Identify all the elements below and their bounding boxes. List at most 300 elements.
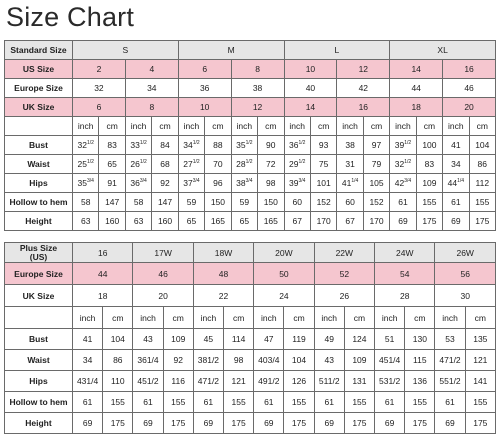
us-size-value: 16 [443, 60, 496, 79]
measure-value [231, 212, 257, 231]
measure-value [284, 193, 310, 212]
value-main: 152 [369, 197, 384, 207]
value-main: 59 [239, 197, 250, 207]
measure-value: 130 [405, 329, 435, 350]
measure-value: 175 [224, 413, 254, 434]
measure-value [231, 193, 257, 212]
unit-inch: inch [231, 117, 257, 136]
measure-value [99, 136, 125, 155]
value-main: 42 [394, 178, 405, 188]
measure-label: Height [5, 212, 73, 231]
measure-value: 155 [405, 392, 435, 413]
value-main: 38 [236, 178, 246, 188]
measure-value: 61 [314, 392, 344, 413]
unit-inch: inch [435, 307, 465, 329]
value-fraction: 1/2 [404, 159, 412, 166]
measure-label: Waist [5, 155, 73, 174]
measure-value [258, 136, 284, 155]
measure-value [231, 174, 257, 193]
unit-inch: inch [314, 307, 344, 329]
value-main: 84 [160, 140, 170, 150]
value-main: 34 [183, 140, 193, 150]
unit-cm: cm [205, 117, 231, 136]
value-main: 60 [292, 197, 302, 207]
measure-value: 115 [405, 350, 435, 371]
measure-value: 403/4 [254, 350, 284, 371]
measure-value [337, 212, 363, 231]
uk-size-row [5, 98, 496, 117]
value-main: 147 [105, 197, 120, 207]
value-main: 65 [186, 216, 197, 226]
measure-value [284, 212, 310, 231]
measure-value: 86 [103, 350, 133, 371]
unit-cm: cm [99, 117, 125, 136]
measure-row [5, 413, 496, 434]
value-main: 39 [394, 140, 405, 150]
measure-value [258, 212, 284, 231]
value-main: 63 [80, 216, 91, 226]
value-main: 75 [318, 159, 329, 169]
measure-value: 51 [375, 329, 405, 350]
value-main: 60 [345, 197, 355, 207]
measure-value [205, 136, 231, 155]
measure-value [258, 174, 284, 193]
unit-inch: inch [337, 117, 363, 136]
value-main: 63 [133, 216, 144, 226]
value-main: 105 [369, 178, 384, 188]
plus-size-label-line1: Plus Size [19, 242, 58, 253]
europe-size-value: 54 [375, 263, 435, 285]
unit-cm: cm [152, 117, 178, 136]
value-main: 109 [422, 178, 437, 188]
value-main: 175 [422, 216, 437, 226]
measure-value: 98 [224, 350, 254, 371]
measure-value: 92 [163, 350, 193, 371]
value-main: 72 [266, 159, 276, 169]
measure-value [258, 193, 284, 212]
europe-size-value: 46 [133, 263, 193, 285]
measure-value [469, 174, 495, 193]
measure-value [363, 193, 389, 212]
measure-label: Waist [5, 350, 73, 371]
measure-value: 45 [193, 329, 223, 350]
measure-row [5, 193, 496, 212]
measure-value: 175 [163, 413, 193, 434]
value-main: 31 [345, 159, 355, 169]
value-main: 152 [316, 197, 331, 207]
value-main: 104 [475, 140, 490, 150]
uk-size-value: 18 [73, 285, 133, 307]
unit-cm: cm [284, 307, 314, 329]
uk-size-value: 20 [133, 285, 193, 307]
us-size-value: 6 [178, 60, 231, 79]
plus-size-row [5, 243, 496, 263]
unit-cm: cm [465, 307, 495, 329]
uk-size-value: 28 [375, 285, 435, 307]
measure-value [390, 212, 416, 231]
measure-value: 175 [284, 413, 314, 434]
measure-value [178, 174, 204, 193]
value-main: 38 [345, 140, 355, 150]
standard-size-row [5, 41, 496, 60]
unit-cm: cm [103, 307, 133, 329]
measure-value [99, 193, 125, 212]
measure-value: 155 [284, 392, 314, 413]
europe-size-value: 38 [231, 79, 284, 98]
measure-value: 511/2 [314, 371, 344, 392]
measure-value [443, 136, 469, 155]
value-main: 90 [266, 140, 276, 150]
measure-value [469, 155, 495, 174]
measure-value: 155 [163, 392, 193, 413]
measure-value: 61 [133, 392, 163, 413]
europe-size-label: Europe Size [5, 263, 73, 285]
uk-size-value: 12 [231, 98, 284, 117]
measure-value [205, 155, 231, 174]
value-main: 39 [289, 178, 299, 188]
measure-value [284, 174, 310, 193]
unit-cm: cm [469, 117, 495, 136]
value-fraction: 1/2 [192, 159, 200, 166]
unit-inch: inch [73, 307, 103, 329]
measure-value [310, 174, 336, 193]
measure-value: 451/2 [133, 371, 163, 392]
value-main: 147 [157, 197, 173, 207]
measure-value: 43 [133, 329, 163, 350]
measure-value [99, 212, 125, 231]
unit-cm: cm [416, 117, 442, 136]
value-main: 170 [369, 216, 384, 226]
value-main: 93 [318, 140, 329, 150]
measure-value [416, 193, 442, 212]
plus-size-value: 22W [314, 243, 374, 263]
value-main: 25 [77, 159, 87, 169]
value-main: 160 [105, 216, 120, 226]
measure-value: 49 [314, 329, 344, 350]
measure-value: 126 [284, 371, 314, 392]
measure-value [231, 136, 257, 155]
measure-value [469, 193, 495, 212]
measure-value: 69 [133, 413, 163, 434]
measure-value: 43 [314, 350, 344, 371]
measure-value [178, 155, 204, 174]
value-fraction: 1/2 [139, 159, 147, 166]
uk-size-value: 22 [193, 285, 253, 307]
measure-value: 47 [254, 329, 284, 350]
europe-size-value: 44 [390, 79, 443, 98]
standard-size-label: Standard Size [5, 41, 73, 60]
measure-value [152, 174, 178, 193]
value-main: 61 [398, 197, 408, 207]
measure-value: 155 [344, 392, 374, 413]
value-main: 67 [292, 216, 302, 226]
measure-value: 141 [465, 371, 495, 392]
uk-size-value: 20 [443, 98, 496, 117]
measure-value [363, 174, 389, 193]
measure-value [73, 155, 99, 174]
measure-value [416, 212, 442, 231]
us-size-value: 12 [337, 60, 390, 79]
unit-cm: cm [405, 307, 435, 329]
value-fraction: 1/2 [139, 140, 147, 147]
value-fraction: 3/4 [245, 178, 253, 185]
measure-value [125, 212, 151, 231]
europe-size-row [5, 79, 496, 98]
measure-value [416, 136, 442, 155]
units-blank [5, 307, 73, 329]
measure-value: 69 [254, 413, 284, 434]
value-fraction: 3/4 [404, 178, 412, 185]
value-main: 96 [213, 178, 223, 188]
unit-inch: inch [375, 307, 405, 329]
measure-value [284, 155, 310, 174]
measure-value [178, 193, 204, 212]
measure-value: 69 [435, 413, 465, 434]
measure-value [310, 155, 336, 174]
value-main: 58 [133, 197, 144, 207]
measure-row [5, 350, 496, 371]
value-fraction: 1/2 [86, 159, 94, 166]
uk-size-value: 16 [337, 98, 390, 117]
measure-value [125, 174, 151, 193]
measure-label: Bust [5, 329, 73, 350]
uk-size-value: 30 [435, 285, 496, 307]
value-main: 61 [451, 197, 461, 207]
measure-value [310, 193, 336, 212]
measure-value: 69 [73, 413, 103, 434]
measure-value: 69 [375, 413, 405, 434]
measure-value [337, 155, 363, 174]
plus-size-value: 26W [435, 243, 496, 263]
units-row [5, 117, 496, 136]
uk-size-value: 26 [314, 285, 374, 307]
value-main: 69 [398, 216, 408, 226]
value-fraction: 1/2 [245, 159, 253, 166]
measure-value [390, 174, 416, 193]
uk-size-value: 14 [284, 98, 337, 117]
europe-size-value: 36 [178, 79, 231, 98]
europe-size-value: 50 [254, 263, 314, 285]
measure-value: 381/2 [193, 350, 223, 371]
measure-value: 41 [73, 329, 103, 350]
europe-size-value: 44 [73, 263, 133, 285]
value-main: 36 [289, 140, 299, 150]
value-main: 86 [477, 159, 488, 169]
value-fraction: 1/2 [86, 140, 94, 147]
value-main: 41 [341, 178, 352, 188]
measure-value [231, 155, 257, 174]
measure-value [469, 136, 495, 155]
value-main: 100 [422, 140, 437, 150]
value-fraction: 1/2 [298, 159, 306, 166]
measure-value [73, 212, 99, 231]
measure-value: 451/4 [375, 350, 405, 371]
measure-value: 175 [465, 413, 495, 434]
value-main: 32 [394, 159, 405, 169]
uk-size-value: 10 [178, 98, 231, 117]
value-main: 36 [130, 178, 140, 188]
measure-value: 53 [435, 329, 465, 350]
measure-value [337, 174, 363, 193]
measure-value [73, 174, 99, 193]
value-main: 175 [475, 216, 490, 226]
units-blank [5, 117, 73, 136]
europe-size-value: 48 [193, 263, 253, 285]
uk-size-label: UK Size [5, 98, 73, 117]
europe-size-label: Europe Size [5, 79, 73, 98]
measure-value [99, 155, 125, 174]
measure-value: 136 [405, 371, 435, 392]
measure-value [363, 155, 389, 174]
us-size-value: 10 [284, 60, 337, 79]
value-fraction: 1/4 [457, 178, 465, 185]
unit-inch: inch [193, 307, 223, 329]
measure-value [443, 155, 469, 174]
measure-value [416, 155, 442, 174]
measure-value: 61 [375, 392, 405, 413]
measure-value [443, 193, 469, 212]
measure-value [73, 136, 99, 155]
value-main: 165 [263, 216, 278, 226]
plus-size-value: 18W [193, 243, 253, 263]
measure-value [310, 136, 336, 155]
measure-label: Hollow to hem [5, 193, 73, 212]
measure-value: 116 [163, 371, 193, 392]
unit-inch: inch [125, 117, 151, 136]
plus-size-value: 20W [254, 243, 314, 263]
value-fraction: 1/2 [192, 140, 200, 147]
measure-value [258, 155, 284, 174]
measure-label: Hips [5, 371, 73, 392]
measure-row [5, 329, 496, 350]
measure-value: 119 [284, 329, 314, 350]
unit-inch: inch [133, 307, 163, 329]
measure-value [390, 193, 416, 212]
measure-value: 175 [405, 413, 435, 434]
size-chart-plus [4, 242, 496, 434]
europe-size-value: 46 [443, 79, 496, 98]
measure-value: 104 [103, 329, 133, 350]
europe-size-value: 42 [337, 79, 390, 98]
value-fraction: 3/4 [298, 178, 306, 185]
measure-value: 61 [435, 392, 465, 413]
plus-size-label [5, 243, 73, 263]
measure-value [152, 136, 178, 155]
measure-value: 431/4 [73, 371, 103, 392]
measure-value: 69 [193, 413, 223, 434]
value-fraction: 1/2 [298, 140, 306, 147]
us-size-label: US Size [5, 60, 73, 79]
value-main: 150 [210, 197, 225, 207]
measure-value: 155 [465, 392, 495, 413]
value-main: 41 [451, 140, 461, 150]
measure-value: 175 [103, 413, 133, 434]
value-fraction: 1/2 [245, 140, 253, 147]
value-main: 35 [77, 178, 87, 188]
unit-inch: inch [284, 117, 310, 136]
value-main: 83 [424, 159, 435, 169]
value-main: 58 [80, 197, 91, 207]
measure-value: 361/4 [133, 350, 163, 371]
plus-size-value: 17W [133, 243, 193, 263]
measure-value [390, 136, 416, 155]
unit-cm: cm [363, 117, 389, 136]
value-main: 59 [186, 197, 197, 207]
value-main: 88 [213, 140, 223, 150]
us-size-value: 14 [390, 60, 443, 79]
measure-value [152, 193, 178, 212]
measure-value [125, 193, 151, 212]
unit-inch: inch [178, 117, 204, 136]
value-main: 34 [451, 159, 461, 169]
europe-size-value: 34 [125, 79, 178, 98]
measure-value [205, 174, 231, 193]
standard-size-value: L [284, 41, 390, 60]
us-size-value: 8 [231, 60, 284, 79]
measure-value: 121 [465, 350, 495, 371]
measure-label: Height [5, 413, 73, 434]
measure-value [363, 212, 389, 231]
value-main: 27 [183, 159, 193, 169]
units-row [5, 307, 496, 329]
measure-value: 34 [73, 350, 103, 371]
measure-row [5, 136, 496, 155]
value-main: 32 [77, 140, 87, 150]
value-main: 29 [289, 159, 299, 169]
unit-inch: inch [390, 117, 416, 136]
measure-value: 61 [193, 392, 223, 413]
measure-value: 471/2 [193, 371, 223, 392]
value-main: 92 [160, 178, 170, 188]
measure-value: 175 [344, 413, 374, 434]
measure-value: 121 [224, 371, 254, 392]
value-main: 65 [239, 216, 250, 226]
value-main: 33 [130, 140, 140, 150]
unit-inch: inch [443, 117, 469, 136]
measure-value: 61 [73, 392, 103, 413]
unit-cm: cm [310, 117, 336, 136]
value-fraction: 3/4 [139, 178, 147, 185]
measure-value [337, 193, 363, 212]
measure-value [205, 193, 231, 212]
unit-cm: cm [163, 307, 193, 329]
us-size-value: 4 [125, 60, 178, 79]
standard-size-value: M [178, 41, 284, 60]
uk-size-value: 6 [73, 98, 126, 117]
measure-row [5, 155, 496, 174]
measure-value: 124 [344, 329, 374, 350]
europe-size-value: 40 [284, 79, 337, 98]
standard-size-value: XL [390, 41, 496, 60]
value-fraction: 1/2 [404, 140, 412, 147]
measure-value [390, 155, 416, 174]
value-main: 69 [451, 216, 461, 226]
value-main: 170 [316, 216, 331, 226]
measure-value [125, 155, 151, 174]
measure-row [5, 212, 496, 231]
europe-size-value: 52 [314, 263, 374, 285]
value-main: 160 [157, 216, 173, 226]
measure-value: 491/2 [254, 371, 284, 392]
measure-value [469, 212, 495, 231]
value-main: 37 [183, 178, 193, 188]
size-chart-standard [4, 40, 496, 231]
measure-value: 114 [224, 329, 254, 350]
value-main: 68 [160, 159, 170, 169]
us-size-row [5, 60, 496, 79]
value-main: 44 [447, 178, 458, 188]
measure-value [99, 174, 125, 193]
